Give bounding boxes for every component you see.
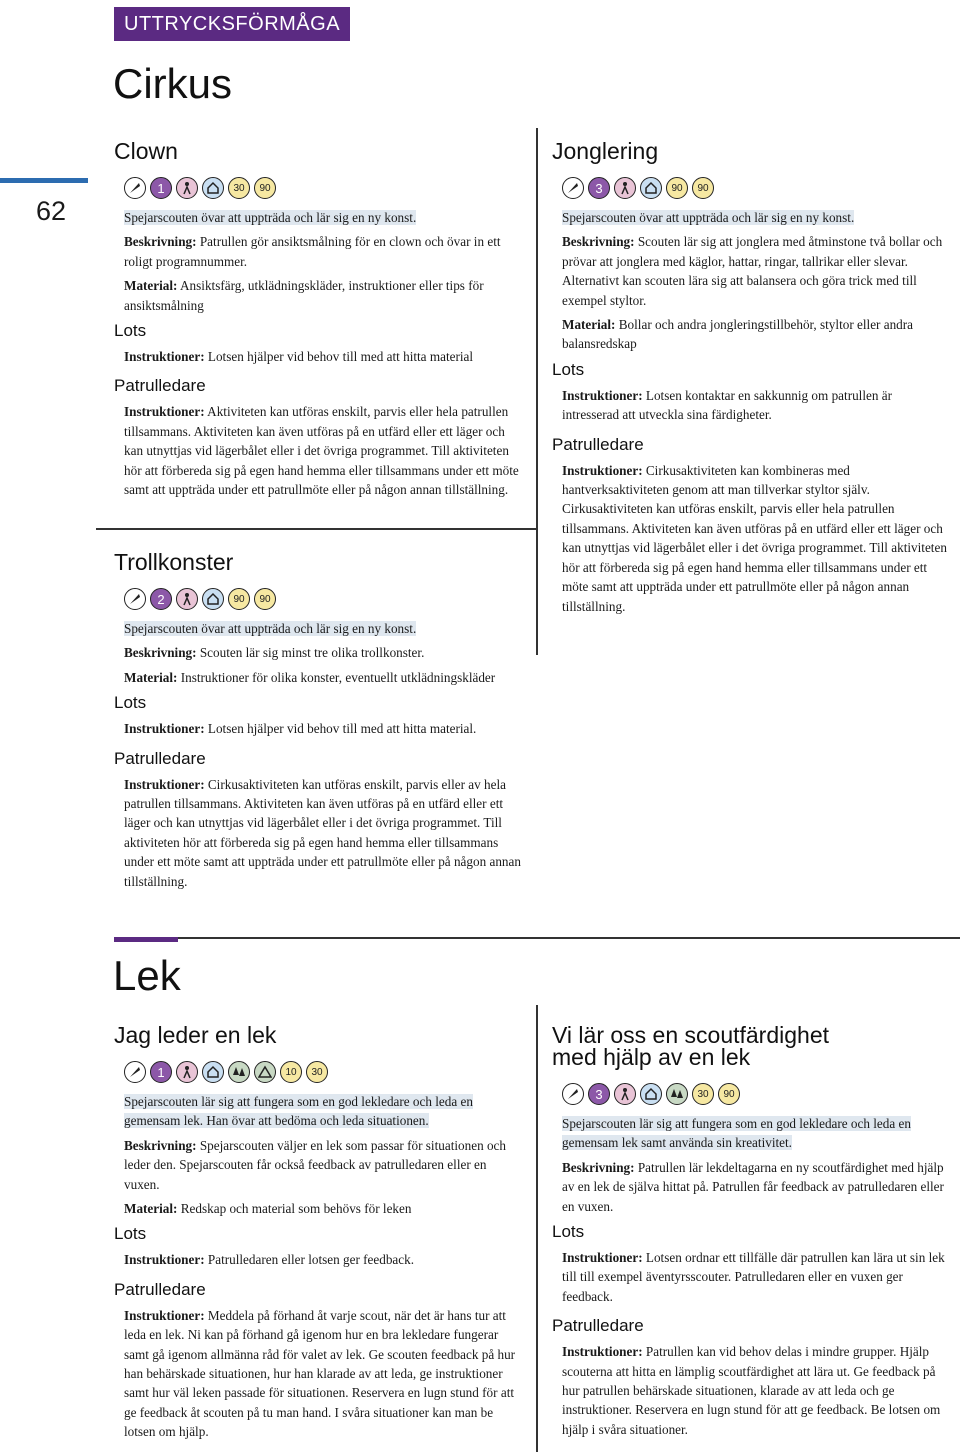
activity-trollkonster bbox=[114, 551, 524, 891]
level-badge: 3 bbox=[588, 177, 610, 199]
time-90-icon: 90 bbox=[254, 177, 276, 199]
house-icon bbox=[202, 177, 224, 199]
scout-figure-icon bbox=[614, 177, 636, 199]
lots-instructions: Lotsen hjälper vid behov till med att hitta material. bbox=[207, 721, 477, 737]
level-badge: 3 bbox=[588, 1083, 610, 1105]
page-title: Cirkus bbox=[113, 60, 233, 107]
house-icon bbox=[640, 177, 662, 199]
time-10-icon: 10 bbox=[280, 1061, 302, 1083]
activity-title: Trollkonster bbox=[114, 549, 234, 575]
house-icon bbox=[640, 1083, 662, 1105]
label-material: Material: bbox=[562, 317, 616, 333]
activity-goal: Spejarscouten övar att uppträda och lär sig en ny konst. bbox=[124, 621, 417, 636]
icon-row bbox=[124, 1060, 524, 1084]
time-30-icon: 30 bbox=[692, 1083, 714, 1105]
section-rule-clown bbox=[96, 528, 537, 530]
label-material: Material: bbox=[124, 278, 178, 294]
lots-instructions: Lotsen kontaktar en sakkunnig om patrullen är intresserad att utveckla sina färdigheter. bbox=[562, 387, 892, 423]
scout-figure-icon bbox=[176, 1061, 198, 1083]
column-divider-top bbox=[536, 128, 538, 655]
activity-title bbox=[552, 1024, 948, 1068]
icon-row bbox=[562, 176, 948, 200]
house-icon bbox=[202, 1061, 224, 1083]
time-90-icon: 90 bbox=[692, 177, 714, 199]
level-badge: 1 bbox=[150, 177, 172, 199]
activity-goal: Spejarscouten lär sig att fungera som en god lekledare och leda en gemensam lek. Han övar att bedöma och leda situationen. bbox=[124, 1094, 473, 1129]
title-line-1: Vi lär oss en scoutfärdighet bbox=[552, 1022, 830, 1048]
title-line-2: med hjälp av en lek bbox=[552, 1044, 751, 1070]
patrulledare-instructions: Cirkusaktiviteten kan utföras enskilt, parvis eller av hela patrullen tillsammans. Aktiviteten kan även utföras på en utfärd eller ett läger och kan utnyttjas vid lägerbålet eller i det övriga programmet. Till aktiviteten hör att förbereda sig på egen hand hemma eller tillsammans under ett möte samt att uppträda under ett patrullmöte eller på någon annan tillställning. bbox=[124, 776, 521, 889]
activity-title: Clown bbox=[114, 138, 178, 164]
quill-icon bbox=[124, 1061, 146, 1083]
section-rule-lek bbox=[178, 937, 960, 939]
label-instruktioner: Instruktioner: bbox=[124, 776, 205, 792]
level-badge: 2 bbox=[150, 588, 172, 610]
lots-heading: Lots bbox=[114, 321, 147, 341]
icon-row bbox=[124, 176, 524, 200]
activity-title: Jonglering bbox=[552, 138, 659, 164]
quill-icon bbox=[124, 177, 146, 199]
quill-icon bbox=[562, 177, 584, 199]
icon-row bbox=[562, 1082, 948, 1106]
page-number-rule bbox=[0, 178, 88, 183]
patrulledare-instructions: Patrullen kan vid behov delas i mindre grupper. Hjälp scouterna att hitta en lämplig scoutfärdighet att lära ut. Ge feedback på hur patrullen behärskade situationen, klarade av att leda och ge instruktioner. Reservera en lugn stund för att ge feedback. Be lotsen om hjälp i svåra situationer. bbox=[562, 1344, 941, 1437]
activity-goal: Spejarscouten övar att uppträda och lär sig en ny konst. bbox=[124, 210, 417, 225]
activity-description-extra: Alternativt kan scouten lära sig att balansera och göra trick med till exempel styltor. bbox=[562, 273, 917, 308]
label-instruktioner: Instruktioner: bbox=[124, 1307, 205, 1323]
label-beskrivning: Beskrivning: bbox=[124, 234, 197, 250]
page-number: 62 bbox=[36, 196, 67, 226]
time-30-icon: 30 bbox=[228, 177, 250, 199]
quill-icon bbox=[124, 588, 146, 610]
house-icon bbox=[202, 588, 224, 610]
lots-instructions: Patrulledaren eller lotsen ger feedback. bbox=[207, 1252, 415, 1268]
lek-accent-bar bbox=[114, 937, 178, 942]
patrulledare-heading: Patrulledare bbox=[552, 434, 644, 454]
label-material: Material: bbox=[124, 669, 178, 685]
label-instruktioner: Instruktioner: bbox=[562, 462, 643, 478]
time-90-icon: 90 bbox=[666, 177, 688, 199]
tent-icon bbox=[254, 1061, 276, 1083]
label-beskrivning: Beskrivning: bbox=[562, 234, 635, 250]
icon-row bbox=[124, 587, 524, 611]
activity-jonglering bbox=[552, 140, 948, 616]
label-beskrivning: Beskrivning: bbox=[124, 645, 197, 661]
lots-heading: Lots bbox=[114, 1224, 147, 1244]
category-banner: UTTRYCKSFÖRMÅGA bbox=[114, 7, 350, 41]
activity-description: Patrullen lär lekdeltagarna en ny scoutfärdighet med hjälp av en lek de själva hittat på. Patrullen får feedback av patrulledaren eller en vuxen. bbox=[562, 1159, 944, 1214]
activity-clown bbox=[114, 140, 524, 499]
time-90-icon: 90 bbox=[254, 588, 276, 610]
label-instruktioner: Instruktioner: bbox=[562, 1250, 643, 1266]
time-30-icon: 30 bbox=[306, 1061, 328, 1083]
activity-material: Instruktioner för olika konster, eventuellt utklädningskläder bbox=[180, 669, 496, 685]
time-90-icon: 90 bbox=[718, 1083, 740, 1105]
patrulledare-heading: Patrulledare bbox=[114, 1279, 206, 1299]
lots-heading: Lots bbox=[114, 693, 147, 713]
forest-icon bbox=[666, 1083, 688, 1105]
patrulledare-heading: Patrulledare bbox=[114, 376, 206, 396]
label-instruktioner: Instruktioner: bbox=[124, 404, 205, 420]
time-90-icon: 90 bbox=[228, 588, 250, 610]
label-instruktioner: Instruktioner: bbox=[562, 387, 643, 403]
activity-material: Redskap och material som behövs för leken bbox=[180, 1201, 412, 1217]
activity-title: Jag leder en lek bbox=[114, 1022, 277, 1048]
scout-figure-icon bbox=[614, 1083, 636, 1105]
lots-instructions: Lotsen ordnar ett tillfälle där patrullen kan lära ut sin lek till till exempel äventyrsscouter. Patrulledaren eller en vuxen ger feedback. bbox=[562, 1250, 945, 1304]
patrulledare-instructions: Meddela på förhand åt varje scout, när det är hans tur att leda en lek. Ni kan på förhand gå igenom hur en bra lekledare fungerar samt gå igenom allmänna råd för valet av lek. Ge scouten feedback på hur han behärskade situationen, hur han klarade av att leda, ge instruktioner samt hur väl leken passade för situationen. Reservera en lugn stund för att ge feedback åt scouten på tu man hand. I svåra situationer kan man be lotsen om hjälp. bbox=[124, 1307, 516, 1440]
label-beskrivning: Beskrivning: bbox=[124, 1137, 197, 1153]
scout-figure-icon bbox=[176, 588, 198, 610]
activity-goal: Spejarscouten övar att uppträda och lär sig en ny konst. bbox=[562, 210, 855, 225]
patrulledare-heading: Patrulledare bbox=[114, 748, 206, 768]
level-badge: 1 bbox=[150, 1061, 172, 1083]
label-beskrivning: Beskrivning: bbox=[562, 1159, 635, 1175]
scout-figure-icon bbox=[176, 177, 198, 199]
lots-instructions: Lotsen hjälper vid behov till med att hitta material bbox=[207, 349, 474, 365]
activity-description: Scouten lär sig minst tre olika trollkonster. bbox=[199, 645, 425, 661]
column-divider-bottom bbox=[536, 1005, 538, 1452]
label-instruktioner: Instruktioner: bbox=[124, 349, 205, 365]
quill-icon bbox=[562, 1083, 584, 1105]
patrulledare-instructions: Cirkusaktiviteten kan kombineras med hantverksaktiviteten genom att man tillverkar styltor själv. Cirkusaktiviteten kan utföras enskilt, parvis eller hela patrullen tillsammans. Aktiviteten kan även utföras på en utfärd eller ett läger och kan utnyttjas vid lägerbålet eller i det övriga programmet. Till aktiviteten hör att förbereda sig på egen hand hemma eller tillsammans under ett möte samt att uppträda under ett patrullmöte eller på någon annan tillställning. bbox=[562, 462, 947, 614]
activity-material: Ansiktsfärg, utklädningskläder, instruktioner eller tips för ansiktsmålning bbox=[124, 278, 484, 313]
label-instruktioner: Instruktioner: bbox=[124, 721, 205, 737]
label-material: Material: bbox=[124, 1201, 178, 1217]
lots-heading: Lots bbox=[552, 359, 585, 379]
patrulledare-instructions: Aktiviteten kan utföras enskilt, parvis eller hela patrullen tillsammans. Aktiviteten kan även utföras på en utfärd eller ett läger och kan utnyttjas vid lägerbålet eller i det övriga programmet. Till aktiviteten hör att förbereda sig på egen hand hemma eller tillsammans under ett möte samt att uppträda under ett patrullmöte eller på någon annan tillställning. bbox=[124, 404, 519, 498]
label-instruktioner: Instruktioner: bbox=[562, 1344, 643, 1360]
activity-vi-lar-oss bbox=[552, 1024, 948, 1439]
activity-goal: Spejarscouten lär sig att fungera som en god lekledare och leda en gemensam lek samt använda sin kreativitet. bbox=[562, 1116, 911, 1151]
patrulledare-heading: Patrulledare bbox=[552, 1316, 644, 1336]
activity-description: Scouten lär sig att jonglera med åtminstone två bollar och prövar att jonglera med käglor, hattar, ringar, tallrikar eller slevar. bbox=[562, 234, 943, 269]
section-title-lek: Lek bbox=[113, 952, 181, 999]
activity-description: Patrullen gör ansiktsmålning för en clown och övar in ett roligt programnummer. bbox=[124, 234, 501, 269]
label-instruktioner: Instruktioner: bbox=[124, 1252, 205, 1268]
forest-icon bbox=[228, 1061, 250, 1083]
activity-description: Spejarscouten väljer en lek som passar för situationen och leder den. Spejarscouten får också feedback av patrulledaren eller en vuxen. bbox=[124, 1137, 506, 1192]
activity-jag-leder-en-lek bbox=[114, 1024, 524, 1442]
lots-heading: Lots bbox=[552, 1222, 585, 1242]
activity-material: Bollar och andra jongleringstillbehör, styltor eller andra balansredskap bbox=[562, 317, 914, 352]
